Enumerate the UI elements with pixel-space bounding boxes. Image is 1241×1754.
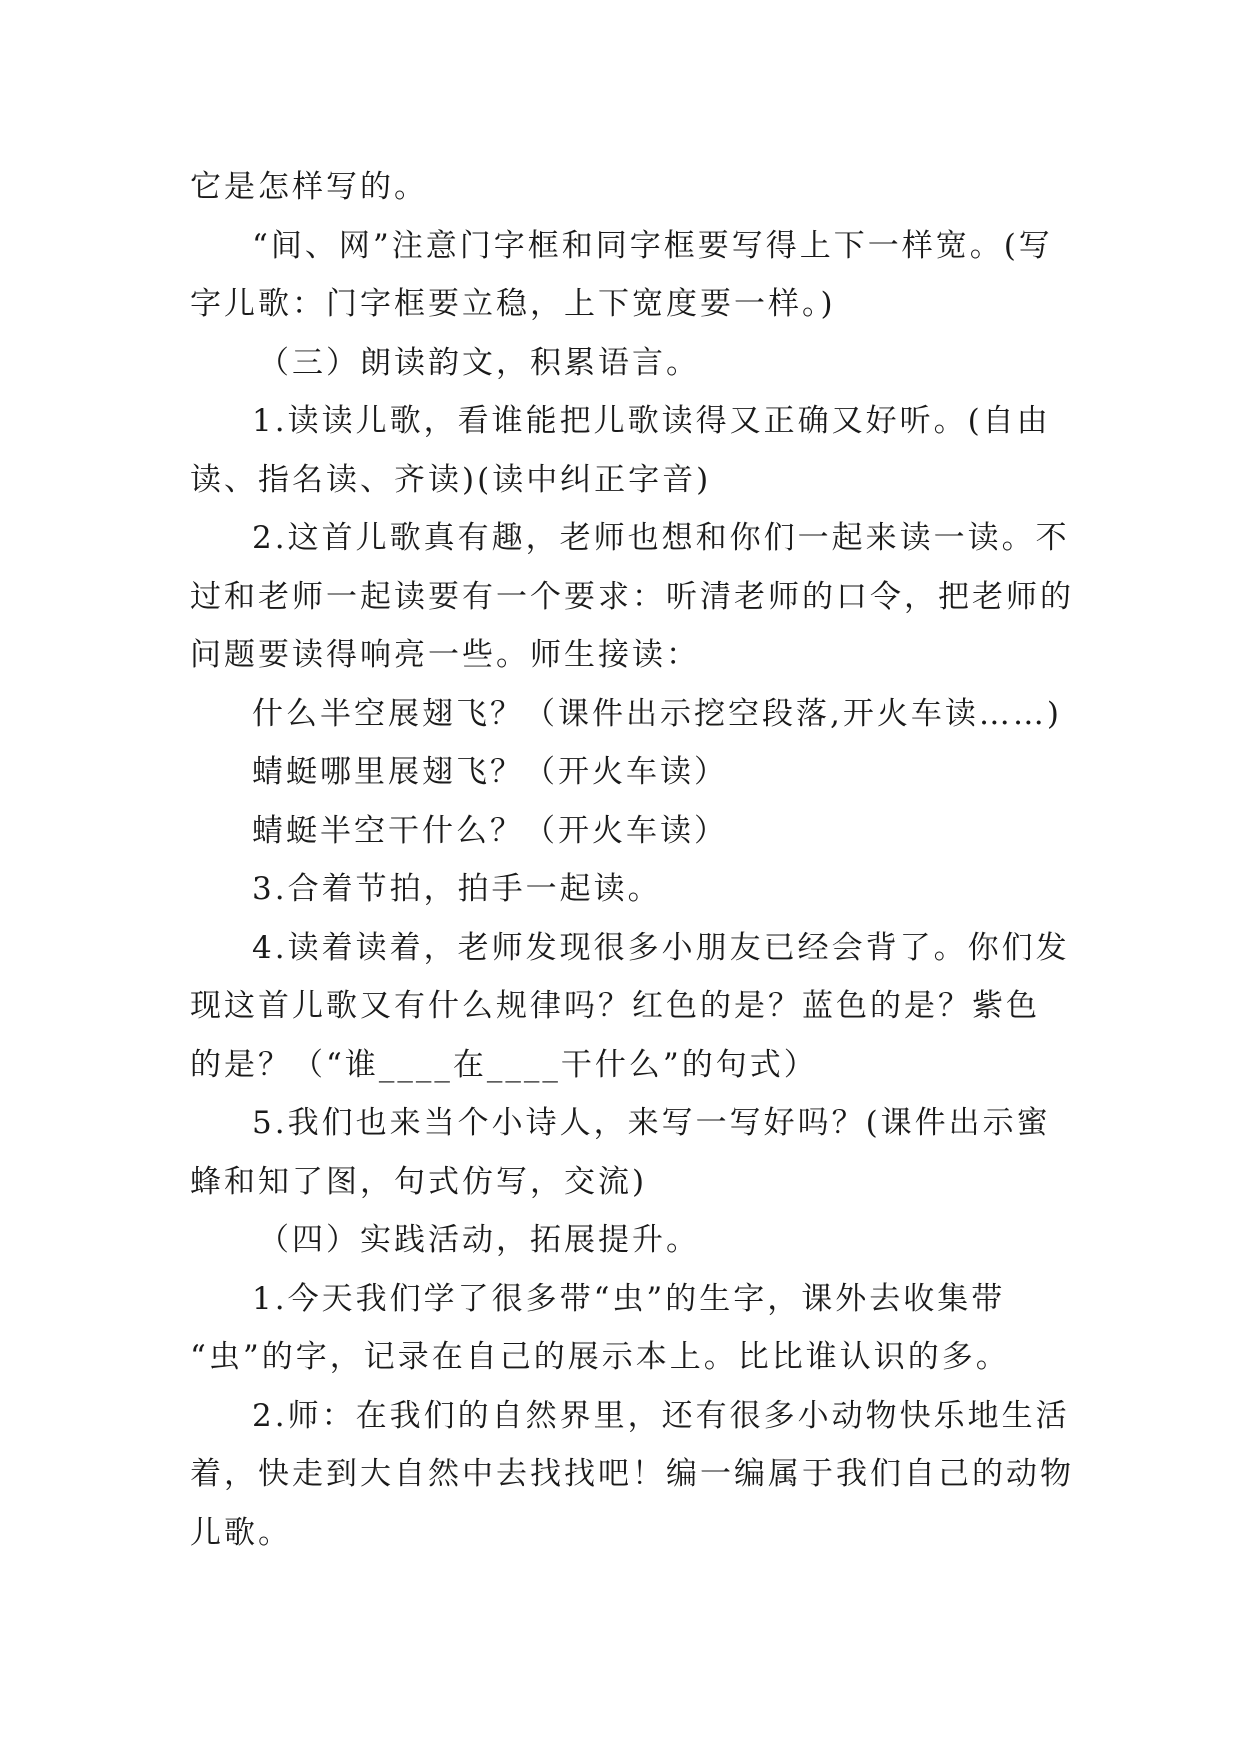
text-line: 着，快走到大自然中去找找吧！编一编属于我们自己的动物 [190,1456,1074,1492]
text-line: 字儿歌：门字框要立稳，上下宽度要一样。) [190,286,836,322]
text-line: 蜂和知了图，句式仿写，交流) [190,1163,648,1200]
text-line: 的是？（“谁____在____干什么”的句式） [190,1046,818,1083]
text-line: 蜻蜓哪里展翅飞？（开火车读） [252,754,728,790]
text-line: 什么半空展翅飞？（课件出示挖空段落,开火车读……) [252,695,1062,732]
text-line: “间、网”注意门字框和同字框要写得上下一样宽。(写 [252,227,1053,264]
text-line: 2.师：在我们的自然界里，还有很多小动物快乐地生活 [252,1397,1070,1434]
text-line: 5.我们也来当个小诗人，来写一写好吗？(课件出示蜜 [252,1105,1051,1141]
text-line: 2.这首儿歌真有趣，老师也想和你们一起来读一读。不 [252,520,1070,556]
text-line: 3.合着节拍，拍手一起读。 [252,871,662,907]
text-line: 4.读着读着，老师发现很多小朋友已经会背了。你们发 [252,929,1070,966]
text-line: 1.读读儿歌，看谁能把儿歌读得又正确又好听。(自由 [252,403,1051,439]
text-line: 儿歌。 [190,1514,292,1551]
text-line: 蜻蜓半空干什么？（开火车读） [252,812,728,849]
text-line: 1.今天我们学了很多带“虫”的生字，课外去收集带 [252,1280,1006,1317]
text-line: “虫”的字，记录在自己的展示本上。比比谁认识的多。 [190,1339,1010,1375]
text-line: 读、指名读、齐读)(读中纠正字音) [190,461,712,498]
text-line: （四）实践活动，拓展提升。 [258,1222,700,1258]
document-body [190,158,1074,1562]
text-line: 问题要读得响亮一些。师生接读： [190,637,700,673]
text-line: 过和老师一起读要有一个要求：听清老师的口令，把老师的 [190,578,1074,615]
text-line: 现这首儿歌又有什么规律吗？红色的是？蓝色的是？紫色 [190,988,1040,1024]
text-line: （三）朗读韵文，积累语言。 [258,344,700,381]
text-line: 它是怎样写的。 [190,169,428,205]
